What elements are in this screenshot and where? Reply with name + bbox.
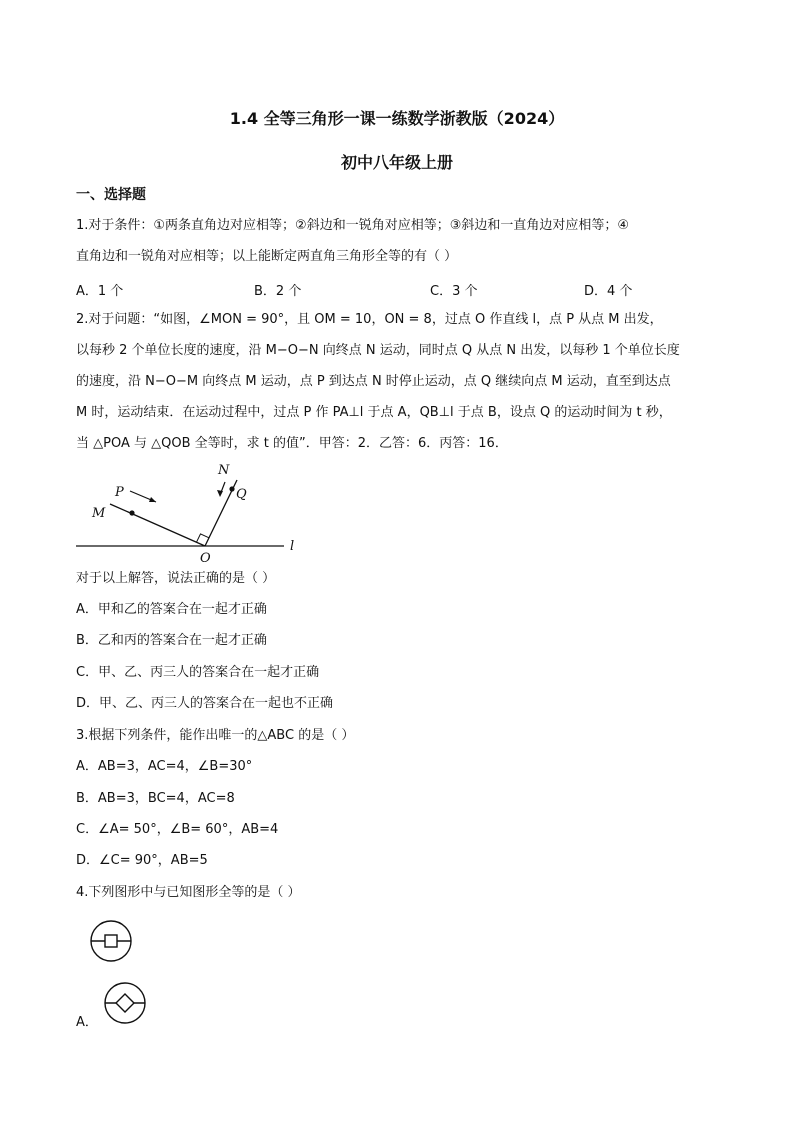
q1-option-a: A．1 个 bbox=[76, 284, 124, 299]
q2-line-1: 2.对于问题：“如图，∠MON = 90°，且 OM = 10，ON = 8，过点 O 作直线 l，点 P 从点 M 出发， bbox=[76, 312, 663, 327]
q2-prompt: 对于以上解答，说法正确的是（ ） bbox=[76, 571, 276, 586]
q3-option-b: B．AB=3，BC=4，AC=8 bbox=[76, 791, 235, 806]
arrow-p-head bbox=[149, 497, 156, 502]
q2-option-c: C．甲、乙、丙三人的答案合在一起才正确 bbox=[76, 665, 320, 680]
q3-stem: 3.根据下列条件，能作出唯一的△ABC 的是（ ） bbox=[76, 728, 355, 743]
q1-option-c: C．3 个 bbox=[430, 284, 478, 299]
q2-figure bbox=[70, 458, 310, 568]
q1-option-d: D．4 个 bbox=[584, 284, 633, 299]
q3-option-a: A．AB=3，AC=4，∠B=30° bbox=[76, 759, 253, 774]
q2-line-3: 的速度，沿 N−O−M 向终点 M 运动，点 P 到达点 N 时停止运动，点 Q 继续向点 M 运动，直至到达点 bbox=[76, 374, 671, 389]
q2-line-2: 以每秒 2 个单位长度的速度，沿 M−O−N 向终点 N 运动，同时点 Q 从点 N 出发，以每秒 1 个单位长度 bbox=[76, 343, 680, 358]
label-l: l bbox=[290, 539, 295, 554]
q2-line-5: 当 △POA 与 △QOB 全等时，求 t 的值”．甲答：2．乙答：6．丙答：16． bbox=[76, 436, 508, 451]
point-q bbox=[229, 486, 234, 491]
label-p: P bbox=[115, 485, 124, 500]
page-subtitle: 初中八年级上册 bbox=[340, 153, 453, 172]
q1-option-b: B．2 个 bbox=[254, 284, 302, 299]
label-m: M bbox=[92, 506, 106, 521]
page-title: 1.4 全等三角形一课一练数学浙教版（2024） bbox=[229, 109, 565, 128]
q4-option-a-label: A． bbox=[76, 1015, 98, 1030]
q2-option-d: D．甲、乙、丙三人的答案合在一起也不正确 bbox=[76, 696, 334, 711]
q2-line-4: M 时，运动结束．在运动过程中，过点 P 作 PA⊥l 于点 A，QB⊥l 于点 B，设点 Q 的运动时间为 t 秒， bbox=[76, 405, 672, 420]
arrow-q-head bbox=[217, 490, 223, 497]
q4-stem: 4.下列图形中与已知图形全等的是（ ） bbox=[76, 885, 301, 900]
q2-option-a: A．甲和乙的答案合在一起才正确 bbox=[76, 602, 267, 617]
label-o: O bbox=[200, 551, 211, 566]
q1-line-1: 1.对于条件：①两条直角边对应相等；②斜边和一锐角对应相等；③斜边和一直角边对应相等；④ bbox=[76, 218, 630, 233]
segment-om bbox=[110, 504, 205, 546]
q3-option-d: D．∠C= 90°，AB=5 bbox=[76, 853, 208, 868]
q3-option-c: C．∠A= 50°，∠B= 60°，AB=4 bbox=[76, 822, 279, 837]
label-q: Q bbox=[236, 487, 247, 502]
q2-option-b: B．乙和丙的答案合在一起才正确 bbox=[76, 633, 267, 648]
q4-given-figure bbox=[88, 918, 134, 964]
point-p bbox=[129, 510, 134, 515]
label-n: N bbox=[218, 463, 230, 478]
q4-option-a-figure bbox=[102, 980, 148, 1026]
q1-line-2: 直角边和一锐角对应相等；以上能断定两直角三角形全等的有（ ） bbox=[76, 249, 458, 264]
section-heading: 一、选择题 bbox=[76, 187, 146, 203]
